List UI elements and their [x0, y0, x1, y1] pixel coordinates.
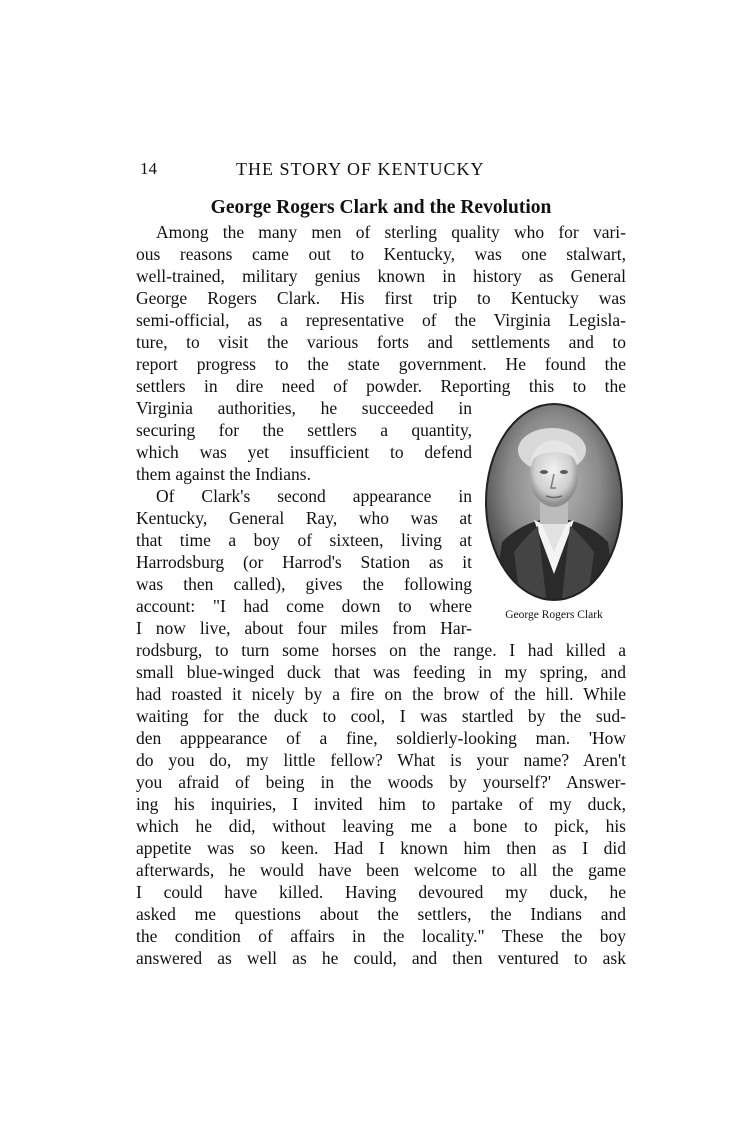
text-line: settlers in dire need of powder. Reporting this to the: [136, 376, 626, 396]
text-line: ture, to visit the various forts and settlements and to: [136, 332, 626, 352]
text-line: den apppearance of a fine, soldierly-looking man. 'How: [136, 728, 626, 748]
text-line: Of Clark's second appearance in: [156, 486, 472, 506]
text-line: which he did, without leaving me a bone to pick, his: [136, 816, 626, 836]
text-line: securing for the settlers a quantity,: [136, 420, 472, 440]
text-line: semi-official, as a representative of the Virginia Legisla-: [136, 310, 626, 330]
text-line: George Rogers Clark. His first trip to Kentucky was: [136, 288, 626, 308]
text-line: answered as well as he could, and then ventured to ask: [136, 948, 626, 968]
text-line: account: "I had come down to where: [136, 596, 472, 616]
text-line: report progress to the state government. He found the: [136, 354, 626, 374]
text-line: you afraid of being in the woods by yourself?' Answer-: [136, 772, 626, 792]
text-line: rodsburg, to turn some horses on the range. I had killed a: [136, 640, 626, 660]
text-line: small blue-winged duck that was feeding in my spring, and: [136, 662, 626, 682]
text-line: Harrodsburg (or Harrod's Station as it: [136, 552, 472, 572]
portrait-caption: George Rogers Clark: [505, 609, 603, 621]
text-line: I now live, about four miles from Har-: [136, 618, 472, 638]
text-line: well-trained, military genius known in history as General: [136, 266, 626, 286]
portrait-figure: [484, 402, 624, 624]
page-number: 14: [140, 159, 157, 178]
text-line: which was yet insufficient to defend: [136, 442, 472, 462]
text-line: ous reasons came out to Kentucky, was one stalwart,: [136, 244, 626, 264]
text-line: waiting for the duck to cool, I was startled by the sud-: [136, 706, 626, 726]
text-line: that time a boy of sixteen, living at: [136, 530, 472, 550]
text-line: do you do, my little fellow? What is your name? Aren't: [136, 750, 626, 770]
text-line: the condition of affairs in the locality." These the boy: [136, 926, 626, 946]
text-line: afterwards, he would have been welcome to all the game: [136, 860, 626, 880]
portrait-image: [484, 402, 624, 602]
text-line: asked me questions about the settlers, the Indians and: [136, 904, 626, 924]
text-line: Virginia authorities, he succeeded in: [136, 398, 472, 418]
text-line: was then called), gives the following: [136, 574, 472, 594]
text-line: I could have killed. Having devoured my duck, he: [136, 882, 626, 902]
page-header: [140, 158, 540, 182]
text-line: had roasted it nicely by a fire on the brow of the hill. While: [136, 684, 626, 704]
text-line: ing his inquiries, I invited him to partake of my duck,: [136, 794, 626, 814]
text-line: Kentucky, General Ray, who was at: [136, 508, 472, 528]
running-head: THE STORY OF KENTUCKY: [236, 159, 485, 179]
section-title: George Rogers Clark and the Revolution: [210, 197, 552, 218]
text-line: appetite was so keen. Had I known him then as I did: [136, 838, 626, 858]
text-line: them against the Indians.: [136, 464, 311, 484]
text-line: Among the many men of sterling quality who for vari-: [156, 222, 626, 242]
